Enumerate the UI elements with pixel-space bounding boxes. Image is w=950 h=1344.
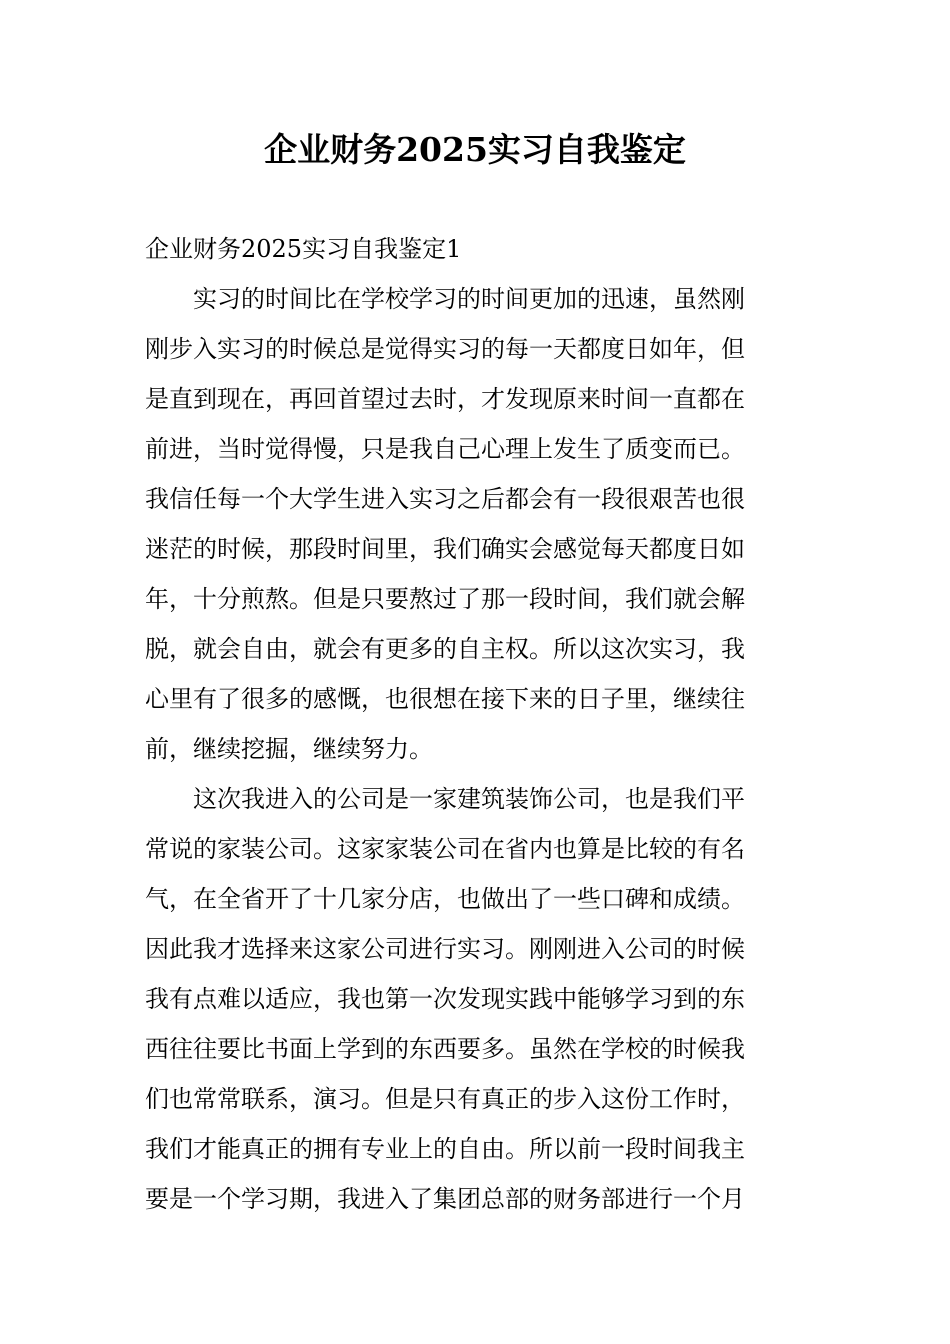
document-title: 企业财务2025实习自我鉴定 xyxy=(264,130,686,169)
paragraph-line: 们也常常联系，演习。但是只有真正的步入这份工作时， xyxy=(145,1085,745,1113)
paragraph-1 xyxy=(145,274,807,774)
paragraph-line: 前，继续挖掘，继续努力。 xyxy=(145,735,433,763)
paragraph-line: 实习的时间比在学校学习的时间更加的迅速，虽然刚 xyxy=(193,285,745,313)
paragraph-line: 西往往要比书面上学到的东西要多。虽然在学校的时候我 xyxy=(145,1035,745,1063)
paragraph-line: 我们才能真正的拥有专业上的自由。所以前一段时间我主 xyxy=(145,1135,745,1163)
document-body xyxy=(145,224,807,1224)
section-heading: 企业财务2025实习自我鉴定1 xyxy=(145,235,462,263)
paragraph-line: 迷茫的时候，那段时间里，我们确实会感觉每天都度日如 xyxy=(145,535,745,563)
paragraph-line: 刚步入实习的时候总是觉得实习的每一天都度日如年，但 xyxy=(145,335,745,363)
paragraph-line: 是直到现在，再回首望过去时，才发现原来时间一直都在 xyxy=(145,385,745,413)
paragraph-line: 前进，当时觉得慢，只是我自己心理上发生了质变而已。 xyxy=(145,435,745,463)
paragraph-line: 因此我才选择来这家公司进行实习。刚刚进入公司的时候 xyxy=(145,935,745,963)
paragraph-line: 常说的家装公司。这家家装公司在省内也算是比较的有名 xyxy=(145,835,745,863)
paragraph-line: 气，在全省开了十几家分店，也做出了一些口碑和成绩。 xyxy=(145,885,745,913)
paragraph-line: 年，十分煎熬。但是只要熬过了那一段时间，我们就会解 xyxy=(145,585,745,613)
paragraph-line: 我信任每一个大学生进入实习之后都会有一段很艰苦也很 xyxy=(145,485,745,513)
paragraph-2 xyxy=(145,774,807,1224)
paragraph-line: 心里有了很多的感慨，也很想在接下来的日子里，继续往 xyxy=(145,685,745,713)
paragraph-line: 脱，就会自由，就会有更多的自主权。所以这次实习，我 xyxy=(145,635,745,663)
paragraph-line: 我有点难以适应，我也第一次发现实践中能够学习到的东 xyxy=(145,985,745,1013)
paragraph-line: 这次我进入的公司是一家建筑装饰公司，也是我们平 xyxy=(193,785,745,813)
paragraph-line: 要是一个学习期，我进入了集团总部的财务部进行一个月 xyxy=(145,1185,745,1213)
